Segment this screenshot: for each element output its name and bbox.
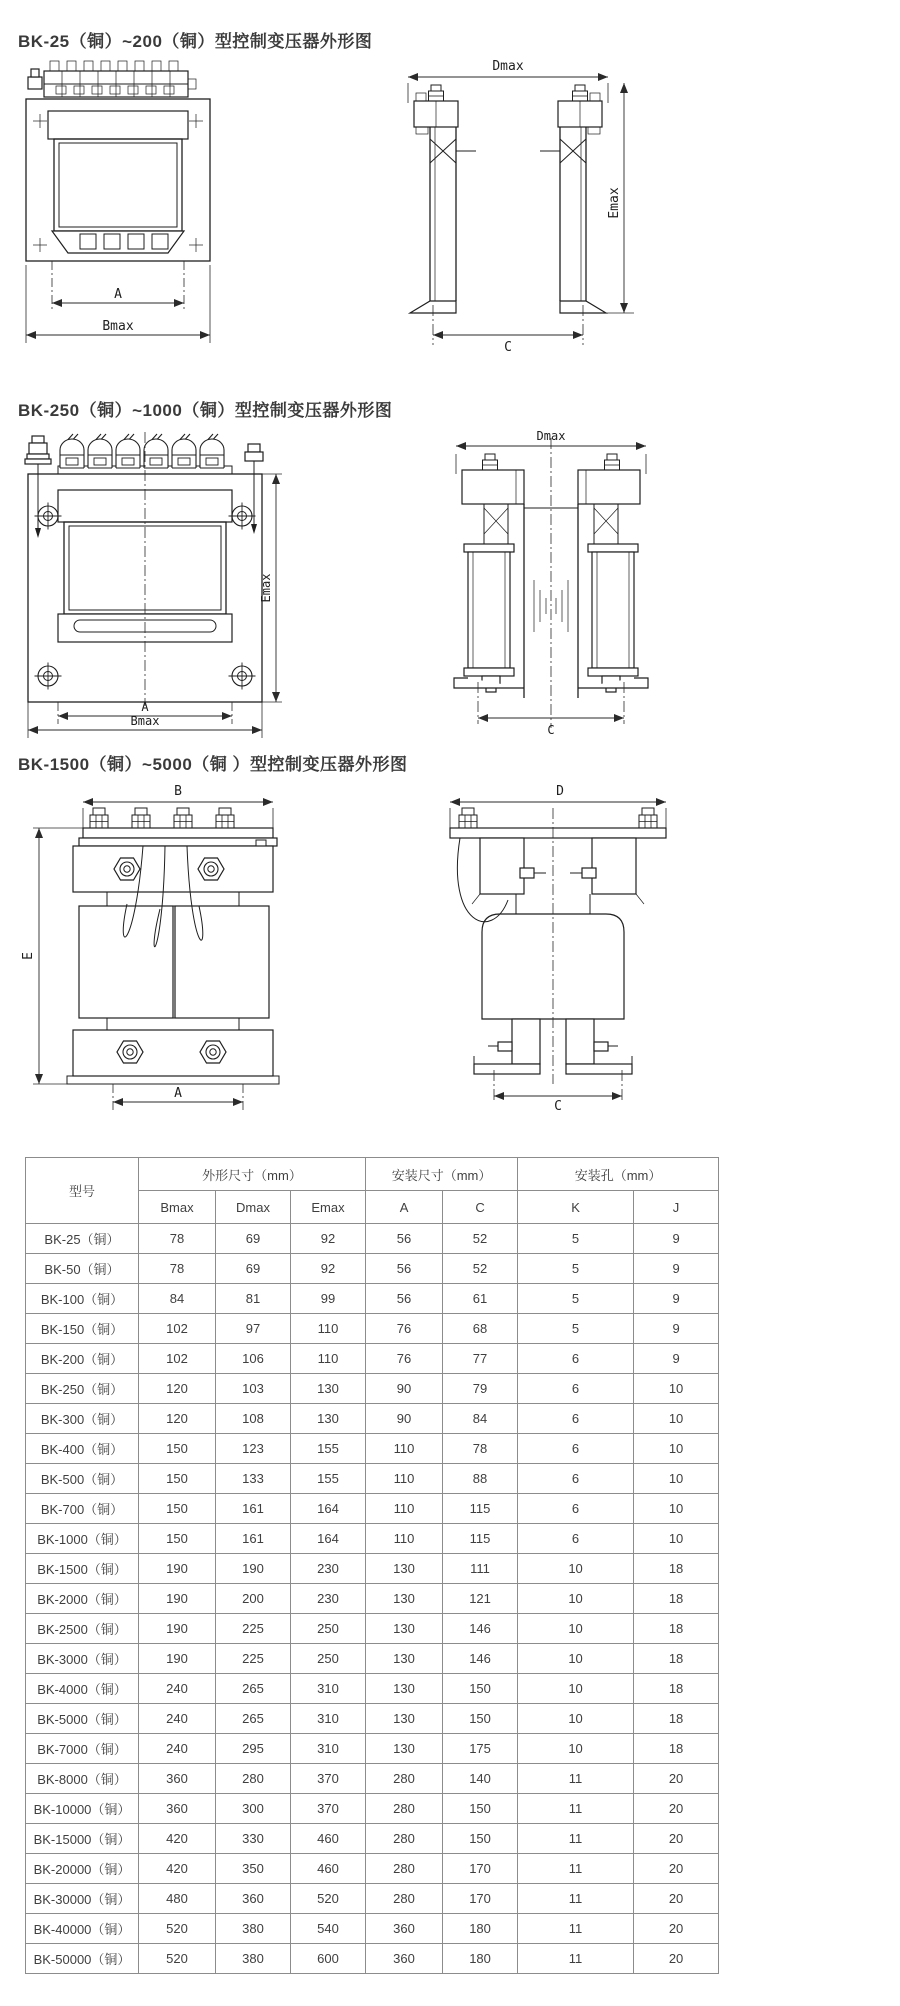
value-cell: 180 <box>443 1944 518 1974</box>
col-header-model: 型号 <box>26 1158 139 1224</box>
col-header-j: J <box>634 1191 719 1224</box>
bk250-side-view-drawing <box>428 430 673 740</box>
value-cell: 18 <box>634 1584 719 1614</box>
value-cell: 133 <box>216 1464 291 1494</box>
value-cell: 90 <box>366 1374 443 1404</box>
section1-heading: BK-25（铜）~200（铜）型控制变压器外形图 <box>18 32 373 51</box>
value-cell: 240 <box>139 1704 216 1734</box>
value-cell: 190 <box>139 1644 216 1674</box>
value-cell: 77 <box>443 1344 518 1374</box>
value-cell: 164 <box>291 1494 366 1524</box>
model-cell: BK-20000（铜） <box>26 1854 139 1884</box>
table-row <box>26 1254 719 1284</box>
value-cell: 18 <box>634 1614 719 1644</box>
value-cell: 130 <box>366 1704 443 1734</box>
value-cell: 92 <box>291 1254 366 1284</box>
value-cell: 5 <box>518 1254 634 1284</box>
value-cell: 110 <box>366 1464 443 1494</box>
lower-clamp <box>67 1030 279 1084</box>
dim-label-d: D <box>556 784 564 799</box>
value-cell: 150 <box>139 1434 216 1464</box>
value-cell: 78 <box>443 1434 518 1464</box>
model-cell: BK-300（铜） <box>26 1404 139 1434</box>
table-row <box>26 1944 719 1974</box>
value-cell: 540 <box>291 1914 366 1944</box>
dimension-a <box>52 261 184 311</box>
value-cell: 115 <box>443 1524 518 1554</box>
value-cell: 225 <box>216 1644 291 1674</box>
value-cell: 10 <box>634 1434 719 1464</box>
value-cell: 111 <box>443 1554 518 1584</box>
value-cell: 5 <box>518 1284 634 1314</box>
table-row <box>26 1914 719 1944</box>
value-cell: 10 <box>634 1494 719 1524</box>
value-cell: 11 <box>518 1914 634 1944</box>
value-cell: 20 <box>634 1824 719 1854</box>
value-cell: 110 <box>366 1524 443 1554</box>
dim-label-c: C <box>504 340 512 355</box>
value-cell: 360 <box>366 1944 443 1974</box>
value-cell: 420 <box>139 1824 216 1854</box>
value-cell: 76 <box>366 1314 443 1344</box>
value-cell: 190 <box>139 1584 216 1614</box>
value-cell: 120 <box>139 1404 216 1434</box>
value-cell: 150 <box>443 1824 518 1854</box>
mounting-hole <box>35 663 62 690</box>
value-cell: 380 <box>216 1914 291 1944</box>
table-row <box>26 1434 719 1464</box>
value-cell: 370 <box>291 1794 366 1824</box>
value-cell: 280 <box>366 1794 443 1824</box>
value-cell: 10 <box>518 1614 634 1644</box>
model-cell: BK-500（铜） <box>26 1464 139 1494</box>
model-cell: BK-7000（铜） <box>26 1734 139 1764</box>
dim-label-c: C <box>554 1099 562 1114</box>
value-cell: 6 <box>518 1494 634 1524</box>
value-cell: 170 <box>443 1854 518 1884</box>
value-cell: 130 <box>366 1584 443 1614</box>
dimension-a <box>113 1084 243 1110</box>
model-cell: BK-1500（铜） <box>26 1554 139 1584</box>
table-row <box>26 1224 719 1254</box>
value-cell: 150 <box>443 1674 518 1704</box>
value-cell: 150 <box>139 1464 216 1494</box>
value-cell: 310 <box>291 1674 366 1704</box>
col-header-k: K <box>518 1191 634 1224</box>
value-cell: 130 <box>366 1674 443 1704</box>
value-cell: 150 <box>443 1704 518 1734</box>
col-header-dmax: Dmax <box>216 1191 291 1224</box>
table-row <box>26 1404 719 1434</box>
value-cell: 56 <box>366 1254 443 1284</box>
value-cell: 10 <box>634 1464 719 1494</box>
model-cell: BK-2500（铜） <box>26 1614 139 1644</box>
mounting-hole <box>229 663 256 690</box>
table-row <box>26 1494 719 1524</box>
value-cell: 56 <box>366 1224 443 1254</box>
value-cell: 78 <box>139 1224 216 1254</box>
bk25-side-view-drawing <box>352 55 642 355</box>
value-cell: 61 <box>443 1284 518 1314</box>
model-cell: BK-40000（铜） <box>26 1914 139 1944</box>
group-header-outline-dims: 外形尺寸（mm） <box>139 1158 366 1191</box>
core-neck-bottom <box>107 1018 239 1030</box>
bk25-front-view-drawing <box>18 55 228 355</box>
core-neck <box>107 892 239 906</box>
value-cell: 280 <box>366 1824 443 1854</box>
dim-label-bmax: Bmax <box>102 319 134 334</box>
value-cell: 18 <box>634 1734 719 1764</box>
value-cell: 190 <box>139 1614 216 1644</box>
value-cell: 380 <box>216 1944 291 1974</box>
value-cell: 370 <box>291 1764 366 1794</box>
value-cell: 56 <box>366 1284 443 1314</box>
col-header-c: C <box>443 1191 518 1224</box>
value-cell: 6 <box>518 1464 634 1494</box>
value-cell: 240 <box>139 1674 216 1704</box>
value-cell: 18 <box>634 1644 719 1674</box>
value-cell: 161 <box>216 1494 291 1524</box>
dimension-c <box>433 335 583 355</box>
model-cell: BK-700（铜） <box>26 1494 139 1524</box>
value-cell: 155 <box>291 1464 366 1494</box>
dim-label-a: A <box>174 1086 182 1101</box>
value-cell: 360 <box>216 1884 291 1914</box>
value-cell: 69 <box>216 1224 291 1254</box>
value-cell: 78 <box>139 1254 216 1284</box>
value-cell: 310 <box>291 1704 366 1734</box>
value-cell: 103 <box>216 1374 291 1404</box>
value-cell: 250 <box>291 1614 366 1644</box>
value-cell: 102 <box>139 1344 216 1374</box>
value-cell: 10 <box>518 1554 634 1584</box>
clamp-nut <box>114 858 140 880</box>
table-row <box>26 1824 719 1854</box>
bk1500-front-view-drawing <box>15 784 320 1114</box>
dim-label-dmax: Dmax <box>492 59 524 74</box>
value-cell: 9 <box>634 1254 719 1284</box>
dim-label-a: A <box>141 700 149 714</box>
table-row <box>26 1644 719 1674</box>
value-cell: 123 <box>216 1434 291 1464</box>
table-row <box>26 1794 719 1824</box>
value-cell: 190 <box>216 1554 291 1584</box>
value-cell: 360 <box>139 1764 216 1794</box>
model-cell: BK-15000（铜） <box>26 1824 139 1854</box>
value-cell: 110 <box>291 1314 366 1344</box>
coils <box>79 906 269 1018</box>
value-cell: 18 <box>634 1554 719 1584</box>
table-row <box>26 1314 719 1344</box>
col-header-emax: Emax <box>291 1191 366 1224</box>
value-cell: 10 <box>634 1374 719 1404</box>
table-row <box>26 1764 719 1794</box>
value-cell: 300 <box>216 1794 291 1824</box>
value-cell: 20 <box>634 1764 719 1794</box>
value-cell: 106 <box>216 1344 291 1374</box>
value-cell: 9 <box>634 1284 719 1314</box>
value-cell: 10 <box>634 1524 719 1554</box>
value-cell: 6 <box>518 1374 634 1404</box>
dim-label-bmax: Bmax <box>130 714 160 728</box>
table-row <box>26 1374 719 1404</box>
model-cell: BK-25（铜） <box>26 1224 139 1254</box>
model-cell: BK-2000（铜） <box>26 1584 139 1614</box>
value-cell: 520 <box>291 1884 366 1914</box>
value-cell: 11 <box>518 1764 634 1794</box>
model-cell: BK-150（铜） <box>26 1314 139 1344</box>
model-cell: BK-200（铜） <box>26 1344 139 1374</box>
model-cell: BK-8000（铜） <box>26 1764 139 1794</box>
value-cell: 68 <box>443 1314 518 1344</box>
table-row <box>26 1554 719 1584</box>
value-cell: 600 <box>291 1944 366 1974</box>
value-cell: 330 <box>216 1824 291 1854</box>
value-cell: 6 <box>518 1344 634 1374</box>
dim-label-dmax: Dmax <box>536 430 566 443</box>
value-cell: 460 <box>291 1854 366 1884</box>
value-cell: 225 <box>216 1614 291 1644</box>
value-cell: 230 <box>291 1584 366 1614</box>
value-cell: 5 <box>518 1314 634 1344</box>
table-row <box>26 1704 719 1734</box>
value-cell: 6 <box>518 1524 634 1554</box>
value-cell: 155 <box>291 1434 366 1464</box>
value-cell: 97 <box>216 1314 291 1344</box>
value-cell: 150 <box>139 1494 216 1524</box>
value-cell: 90 <box>366 1404 443 1434</box>
value-cell: 102 <box>139 1314 216 1344</box>
value-cell: 79 <box>443 1374 518 1404</box>
value-cell: 5 <box>518 1224 634 1254</box>
value-cell: 175 <box>443 1734 518 1764</box>
dim-label-emax: Emax <box>259 573 273 603</box>
table-row <box>26 1614 719 1644</box>
model-cell: BK-1000（铜） <box>26 1524 139 1554</box>
value-cell: 84 <box>443 1404 518 1434</box>
value-cell: 146 <box>443 1614 518 1644</box>
group-header-row <box>26 1158 719 1191</box>
value-cell: 18 <box>634 1674 719 1704</box>
model-cell: BK-5000（铜） <box>26 1704 139 1734</box>
value-cell: 9 <box>634 1224 719 1254</box>
value-cell: 120 <box>139 1374 216 1404</box>
value-cell: 190 <box>139 1554 216 1584</box>
clamp-nut <box>198 858 224 880</box>
value-cell: 130 <box>291 1374 366 1404</box>
value-cell: 18 <box>634 1704 719 1734</box>
terminal-block <box>28 61 196 97</box>
clamp-nut <box>200 1041 226 1063</box>
right-channel <box>540 85 606 345</box>
value-cell: 76 <box>366 1344 443 1374</box>
value-cell: 11 <box>518 1884 634 1914</box>
section3-heading: BK-1500（铜）~5000（铜 ）型控制变压器外形图 <box>18 755 408 774</box>
value-cell: 20 <box>634 1914 719 1944</box>
dimension-d <box>450 784 666 828</box>
group-header-mounting-holes: 安装孔（mm） <box>518 1158 719 1191</box>
dimension-c <box>494 1070 622 1114</box>
model-cell: BK-10000（铜） <box>26 1794 139 1824</box>
table-row <box>26 1584 719 1614</box>
table-row <box>26 1854 719 1884</box>
value-cell: 420 <box>139 1854 216 1884</box>
value-cell: 121 <box>443 1584 518 1614</box>
group-header-mounting-dims: 安装尺寸（mm） <box>366 1158 518 1191</box>
value-cell: 115 <box>443 1494 518 1524</box>
model-cell: BK-100（铜） <box>26 1284 139 1314</box>
model-cell: BK-250（铜） <box>26 1374 139 1404</box>
value-cell: 20 <box>634 1944 719 1974</box>
value-cell: 69 <box>216 1254 291 1284</box>
value-cell: 150 <box>443 1794 518 1824</box>
value-cell: 265 <box>216 1704 291 1734</box>
value-cell: 180 <box>443 1914 518 1944</box>
value-cell: 140 <box>443 1764 518 1794</box>
value-cell: 130 <box>366 1644 443 1674</box>
table-row <box>26 1884 719 1914</box>
left-coil-stack <box>454 454 551 724</box>
dimension-bmax <box>26 265 210 343</box>
value-cell: 81 <box>216 1284 291 1314</box>
value-cell: 480 <box>139 1884 216 1914</box>
col-header-a: A <box>366 1191 443 1224</box>
model-cell: BK-4000（铜） <box>26 1674 139 1704</box>
value-cell: 265 <box>216 1674 291 1704</box>
table-row <box>26 1674 719 1704</box>
value-cell: 130 <box>366 1614 443 1644</box>
value-cell: 250 <box>291 1644 366 1674</box>
value-cell: 88 <box>443 1464 518 1494</box>
value-cell: 520 <box>139 1914 216 1944</box>
value-cell: 200 <box>216 1584 291 1614</box>
value-cell: 146 <box>443 1644 518 1674</box>
left-channel <box>410 85 476 345</box>
value-cell: 10 <box>518 1704 634 1734</box>
value-cell: 460 <box>291 1824 366 1854</box>
value-cell: 92 <box>291 1224 366 1254</box>
dim-label-b: B <box>174 784 182 799</box>
model-cell: BK-3000（铜） <box>26 1644 139 1674</box>
transformer-body <box>26 99 210 261</box>
table-row <box>26 1734 719 1764</box>
value-cell: 11 <box>518 1824 634 1854</box>
value-cell: 230 <box>291 1554 366 1584</box>
value-cell: 10 <box>518 1644 634 1674</box>
value-cell: 10 <box>634 1404 719 1434</box>
col-header-bmax: Bmax <box>139 1191 216 1224</box>
table-row <box>26 1344 719 1374</box>
dim-label-c: C <box>547 723 555 737</box>
dimension-c <box>478 718 624 737</box>
dim-label-emax: Emax <box>607 187 622 219</box>
transformer-body <box>28 432 262 706</box>
value-cell: 52 <box>443 1254 518 1284</box>
value-cell: 10 <box>518 1584 634 1614</box>
value-cell: 11 <box>518 1794 634 1824</box>
value-cell: 110 <box>291 1344 366 1374</box>
value-cell: 11 <box>518 1944 634 1974</box>
dim-label-e: E <box>21 952 36 960</box>
value-cell: 360 <box>139 1794 216 1824</box>
value-cell: 130 <box>366 1734 443 1764</box>
section2-heading: BK-250（铜）~1000（铜）型控制变压器外形图 <box>18 401 393 420</box>
value-cell: 110 <box>366 1434 443 1464</box>
clamp-nut <box>117 1041 143 1063</box>
value-cell: 110 <box>366 1494 443 1524</box>
brackets <box>472 838 644 914</box>
value-cell: 20 <box>634 1884 719 1914</box>
upper-clamp <box>73 846 273 892</box>
table-row <box>26 1524 719 1554</box>
value-cell: 520 <box>139 1944 216 1974</box>
model-cell: BK-50000（铜） <box>26 1944 139 1974</box>
value-cell: 360 <box>366 1914 443 1944</box>
value-cell: 240 <box>139 1734 216 1764</box>
value-cell: 10 <box>518 1674 634 1704</box>
right-coil-stack <box>551 454 648 724</box>
table-body <box>26 1224 719 1974</box>
bk250-front-view-drawing <box>16 430 286 742</box>
value-cell: 161 <box>216 1524 291 1554</box>
dim-label-a: A <box>114 287 122 302</box>
spec-table <box>25 1157 719 1974</box>
value-cell: 52 <box>443 1224 518 1254</box>
value-cell: 6 <box>518 1434 634 1464</box>
value-cell: 280 <box>366 1854 443 1884</box>
value-cell: 20 <box>634 1854 719 1884</box>
model-cell: BK-50（铜） <box>26 1254 139 1284</box>
value-cell: 6 <box>518 1404 634 1434</box>
value-cell: 84 <box>139 1284 216 1314</box>
value-cell: 130 <box>366 1554 443 1584</box>
value-cell: 350 <box>216 1854 291 1884</box>
value-cell: 170 <box>443 1884 518 1914</box>
value-cell: 280 <box>216 1764 291 1794</box>
value-cell: 280 <box>366 1884 443 1914</box>
value-cell: 108 <box>216 1404 291 1434</box>
value-cell: 150 <box>139 1524 216 1554</box>
model-cell: BK-400（铜） <box>26 1434 139 1464</box>
value-cell: 99 <box>291 1284 366 1314</box>
value-cell: 295 <box>216 1734 291 1764</box>
value-cell: 164 <box>291 1524 366 1554</box>
table-row <box>26 1284 719 1314</box>
value-cell: 10 <box>518 1734 634 1764</box>
dimension-emax <box>602 83 634 313</box>
bk1500-side-view-drawing <box>420 784 700 1114</box>
value-cell: 130 <box>291 1404 366 1434</box>
side-bolt <box>28 77 42 89</box>
value-cell: 9 <box>634 1344 719 1374</box>
value-cell: 20 <box>634 1794 719 1824</box>
value-cell: 280 <box>366 1764 443 1794</box>
value-cell: 9 <box>634 1314 719 1344</box>
value-cell: 310 <box>291 1734 366 1764</box>
model-cell: BK-30000（铜） <box>26 1884 139 1914</box>
value-cell: 11 <box>518 1854 634 1884</box>
table-row <box>26 1464 719 1494</box>
